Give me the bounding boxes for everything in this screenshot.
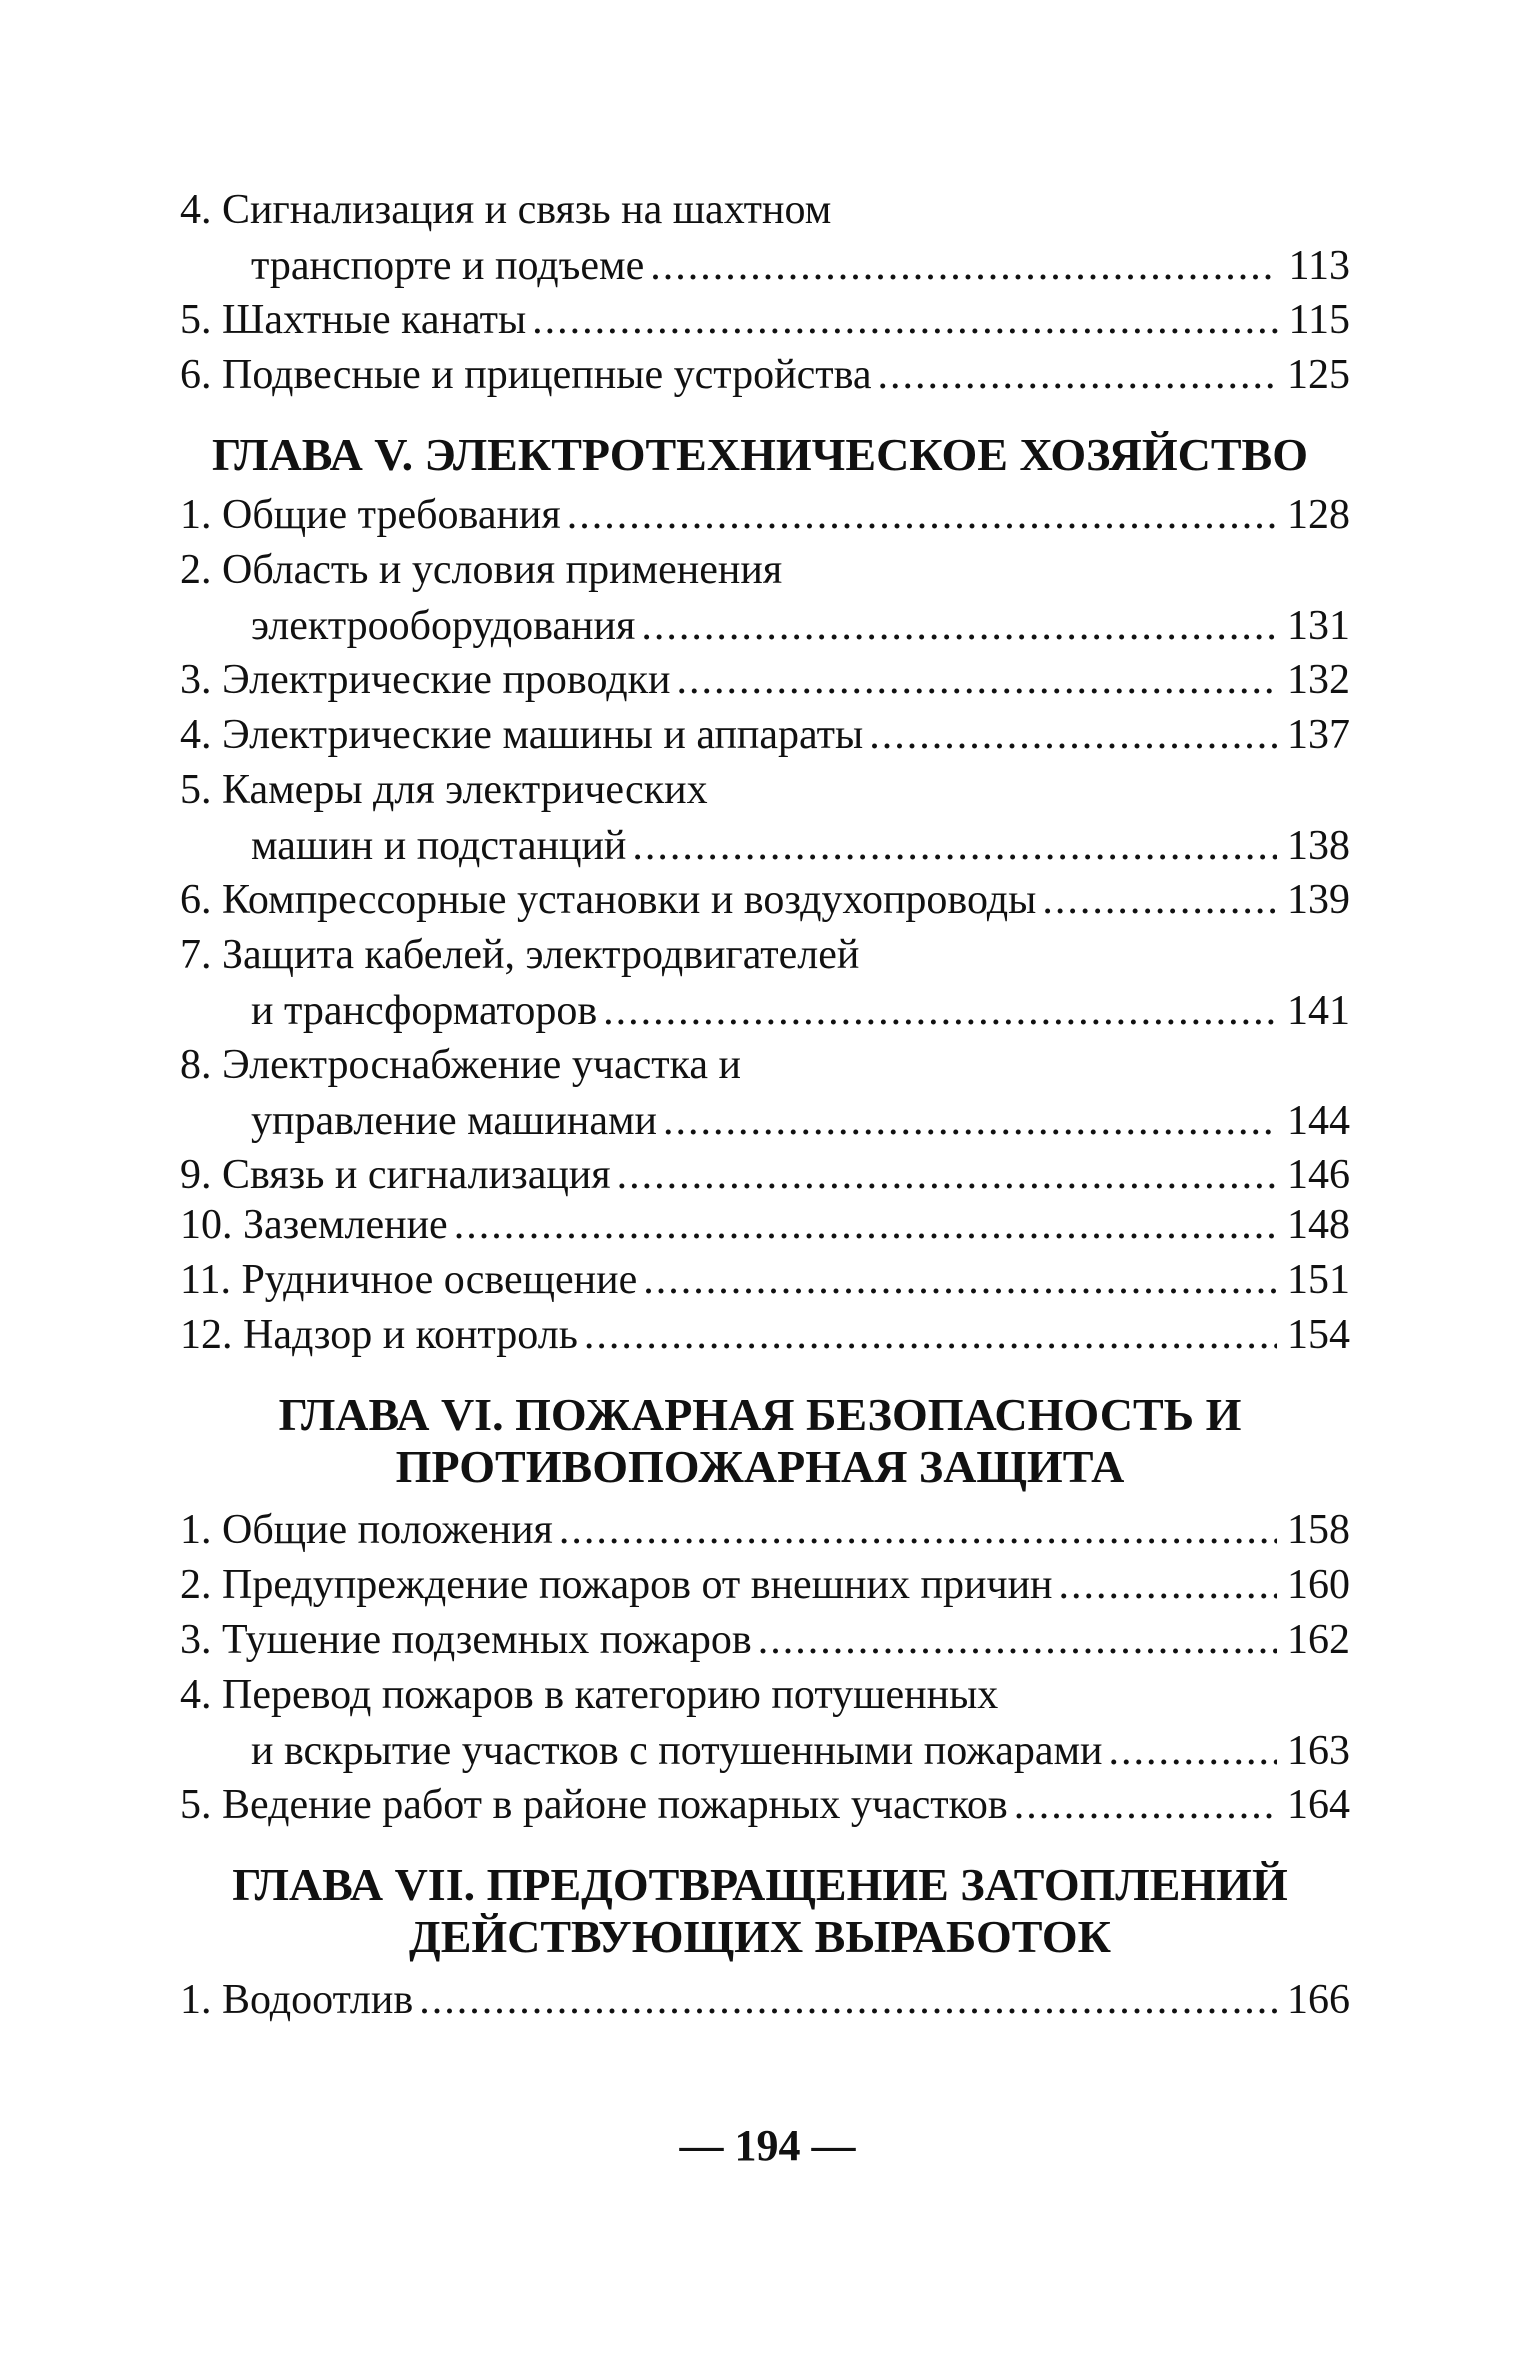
- entry-number: 8.: [180, 1042, 212, 1088]
- dot-leader: [567, 487, 1277, 543]
- toc-entry[interactable]: [180, 872, 1350, 928]
- dot-leader: [650, 238, 1278, 294]
- entry-page-number: 115: [1288, 297, 1350, 343]
- entry-number: 1.: [180, 492, 212, 538]
- toc-entry[interactable]: [180, 1612, 1350, 1668]
- toc-entry[interactable]: [180, 1197, 1350, 1253]
- entry-page-number: 128: [1287, 492, 1350, 538]
- page-number: — 194 —: [679, 2121, 856, 2170]
- entry-number: 5.: [180, 297, 212, 343]
- dot-leader: [869, 707, 1277, 763]
- toc-entry[interactable]: [180, 542, 1350, 654]
- dot-leader: [677, 652, 1277, 708]
- entry-page-number: 146: [1287, 1152, 1350, 1198]
- entry-title: машин и подстанций: [251, 823, 627, 869]
- chapter-heading: ДЕЙСТВУЮЩИХ ВЫРАБОТОК: [409, 1911, 1111, 1962]
- entry-page-number: 137: [1287, 712, 1350, 758]
- dot-leader: [559, 1502, 1277, 1558]
- entry-title: Электроснабжение участка и: [222, 1042, 741, 1088]
- dot-leader: [1109, 1723, 1277, 1779]
- entry-number: 6.: [180, 352, 212, 398]
- entry-number: 1.: [180, 1977, 212, 2023]
- entry-title: Перевод пожаров в категорию потушенных: [222, 1672, 999, 1718]
- dot-leader: [758, 1612, 1277, 1668]
- entry-page-number: 141: [1287, 988, 1350, 1034]
- entry-page-number: 164: [1287, 1782, 1350, 1828]
- entry-number: 5.: [180, 767, 212, 813]
- entry-title: Общие положения: [222, 1507, 553, 1553]
- entry-number: 11.: [180, 1257, 231, 1303]
- entry-number: 12.: [180, 1312, 233, 1358]
- dot-leader: [584, 1307, 1277, 1363]
- entry-title: Надзор и контроль: [243, 1312, 578, 1358]
- entry-title: Связь и сигнализация: [222, 1152, 611, 1198]
- entry-number: 2.: [180, 547, 212, 593]
- toc-entry[interactable]: [180, 1307, 1350, 1363]
- dot-leader: [663, 1093, 1277, 1149]
- entry-page-number: 131: [1287, 603, 1350, 649]
- entry-number: 7.: [180, 932, 212, 978]
- dot-leader: [532, 292, 1278, 348]
- toc-entry[interactable]: [180, 1972, 1350, 2028]
- entry-number: 2.: [180, 1562, 212, 1608]
- toc-entry[interactable]: [180, 707, 1350, 763]
- entry-title: электрооборудования: [251, 603, 636, 649]
- dot-leader: [1042, 872, 1277, 928]
- entry-title: управление машинами: [251, 1098, 658, 1144]
- dot-leader: [617, 1147, 1277, 1203]
- entry-title: Подвесные и прицепные устройства: [222, 352, 872, 398]
- entry-page-number: 163: [1287, 1728, 1350, 1774]
- entry-number: 9.: [180, 1152, 212, 1198]
- entry-number: 3.: [180, 1617, 212, 1663]
- dot-leader: [878, 347, 1277, 403]
- toc-entry[interactable]: [180, 1777, 1350, 1833]
- entry-title: Предупреждение пожаров от внешних причин: [222, 1562, 1053, 1608]
- entry-page-number: 144: [1287, 1098, 1350, 1144]
- entry-page-number: 125: [1287, 352, 1350, 398]
- toc-entry[interactable]: [180, 487, 1350, 543]
- entry-number: 4.: [180, 1672, 212, 1718]
- dot-leader: [454, 1197, 1277, 1253]
- dot-leader: [1014, 1777, 1277, 1833]
- entry-number: 5.: [180, 1782, 212, 1828]
- entry-number: 6.: [180, 877, 212, 923]
- entry-page-number: 139: [1287, 877, 1350, 923]
- entry-number: 4.: [180, 712, 212, 758]
- entry-title: Тушение подземных пожаров: [222, 1617, 752, 1663]
- entry-title: Водоотлив: [222, 1977, 414, 2023]
- entry-number: 3.: [180, 657, 212, 703]
- entry-title: транспорте и подъеме: [251, 243, 645, 289]
- chapter-heading: ГЛАВА VII. ПРЕДОТВРАЩЕНИЕ ЗАТОПЛЕНИЙ: [232, 1859, 1288, 1910]
- entry-title: Общие требования: [222, 492, 561, 538]
- toc-entry[interactable]: [180, 1502, 1350, 1558]
- entry-page-number: 158: [1287, 1507, 1350, 1553]
- entry-page-number: 113: [1288, 243, 1350, 289]
- entry-number: 1.: [180, 1507, 212, 1553]
- entry-title: Шахтные канаты: [222, 297, 527, 343]
- toc-entry[interactable]: [180, 1252, 1350, 1308]
- entry-title: Ведение работ в районе пожарных участков: [222, 1782, 1008, 1828]
- toc-entry[interactable]: [180, 927, 1350, 1039]
- entry-title: и вскрытие участков с потушенными пожарами: [251, 1728, 1103, 1774]
- dot-leader: [641, 598, 1277, 654]
- entry-page-number: 154: [1287, 1312, 1350, 1358]
- toc-entry[interactable]: [180, 1667, 1350, 1779]
- entry-title: Защита кабелей, электродвигателей: [222, 932, 860, 978]
- entry-page-number: 138: [1287, 823, 1350, 869]
- entry-title: Сигнализация и связь на шахтном: [222, 187, 832, 233]
- toc-entry[interactable]: [180, 182, 1350, 294]
- entry-title: Область и условия применения: [222, 547, 783, 593]
- toc-entry[interactable]: [180, 347, 1350, 403]
- dot-leader: [643, 1252, 1277, 1308]
- toc-entry[interactable]: [180, 1037, 1350, 1149]
- entry-title: Камеры для электрических: [222, 767, 708, 813]
- chapter-heading: ГЛАВА V. ЭЛЕКТРОТЕХНИЧЕСКОЕ ХОЗЯЙСТВО: [211, 429, 1309, 480]
- entry-title: Электрические машины и аппараты: [222, 712, 864, 758]
- toc-entry[interactable]: [180, 652, 1350, 708]
- entry-page-number: 160: [1287, 1562, 1350, 1608]
- entry-page-number: 148: [1287, 1202, 1350, 1248]
- entry-title: Электрические проводки: [222, 657, 671, 703]
- chapter-heading: ГЛАВА VI. ПОЖАРНАЯ БЕЗОПАСНОСТЬ И: [278, 1389, 1242, 1440]
- entry-page-number: 132: [1287, 657, 1350, 703]
- toc-entry[interactable]: [180, 292, 1350, 348]
- entry-title: и трансформаторов: [251, 988, 598, 1034]
- dot-leader: [632, 818, 1277, 874]
- chapter-heading: ПРОТИВОПОЖАРНАЯ ЗАЩИТА: [395, 1441, 1125, 1492]
- dot-leader: [603, 983, 1277, 1039]
- entry-title: Компрессорные установки и воздухопроводы: [222, 877, 1037, 923]
- entry-number: 4.: [180, 187, 212, 233]
- dot-leader: [1059, 1557, 1277, 1613]
- dot-leader: [419, 1972, 1277, 2028]
- entry-number: 10.: [180, 1202, 233, 1248]
- entry-page-number: 166: [1287, 1977, 1350, 2023]
- entry-page-number: 162: [1287, 1617, 1350, 1663]
- entry-page-number: 151: [1287, 1257, 1350, 1303]
- toc-entry[interactable]: [180, 1147, 1350, 1203]
- entry-title: Заземление: [243, 1202, 448, 1248]
- toc-entry[interactable]: [180, 1557, 1350, 1613]
- toc-entry[interactable]: [180, 762, 1350, 874]
- entry-title: Рудничное освещение: [241, 1257, 638, 1303]
